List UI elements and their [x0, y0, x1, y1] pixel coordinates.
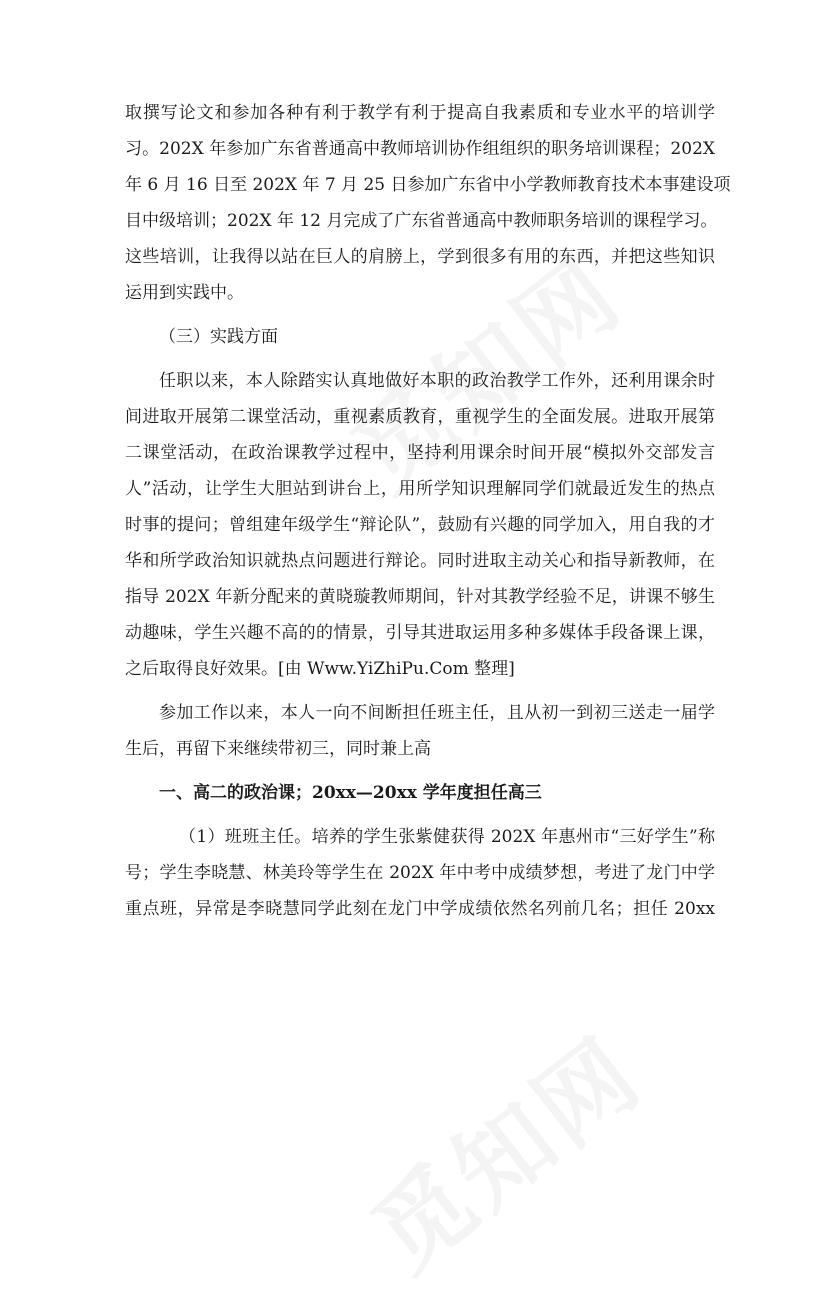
text-line: 重点班，异常是李晓慧同学此刻在龙门中学成绩依然名列前几名；担任 20xx [125, 899, 715, 919]
text-line: 指导 202X 年新分配来的黄晓璇教师期间，针对其教学经验不足，讲课不够生 [125, 587, 715, 607]
text-line: 号；学生李晓慧、林美玲等学生在 202X 年中考中成绩梦想，考进了龙门中学 [125, 863, 715, 883]
text-line: 间进取开展第二课堂活动，重视素质教育，重视学生的全面发展。进取开展第 [125, 407, 715, 427]
text-line: 人”活动，让学生大胆站到讲台上，用所学知识理解同学们就最近发生的热点 [125, 479, 715, 499]
text-line: 这些培训，让我得以站在巨人的肩膀上，学到很多有用的东西，并把这些知识 [125, 247, 715, 267]
bold-heading [125, 775, 715, 811]
text-line: 目中级培训；202X 年 12 月完成了广东省普通高中教师职务培训的课程学习。 [125, 211, 718, 231]
document-body [125, 95, 731, 927]
text-line: 动趣味，学生兴趣不高的的情景，引导其进取运用多种多媒体手段备课上课， [125, 623, 715, 643]
text-line: 华和所学政治知识就热点问题进行辩论。同时进取主动关心和指导新教师，在 [125, 551, 715, 571]
paragraph-class-teacher [125, 695, 715, 767]
section-title: （三）实践方面 [159, 327, 278, 347]
text-line: （1）班班主任。培养的学生张紫健获得 202X 年惠州市“三好学生”称 [179, 827, 715, 847]
heading-text: 一、高二的政治课；20xx—20xx 学年度担任高三 [159, 783, 542, 803]
text-line: 运用到实践中。 [125, 283, 244, 303]
text-line: 二课堂活动，在政治课教学过程中，坚持利用课余时间开展“模拟外交部发言 [125, 443, 715, 463]
paragraph-practice [125, 363, 715, 687]
text-line: 取撰写论文和参加各种有利于教学有利于提高自我素质和专业水平的培训学 [125, 103, 715, 123]
text-line: 任职以来，本人除踏实认真地做好本职的政治教学工作外，还利用课余时 [159, 371, 715, 391]
text-line: 年 6 月 16 日至 202X 年 7 月 25 日参加广东省中小学教师教育技术本事建设项 [125, 175, 731, 195]
watermark [340, 1000, 665, 1296]
text-line: 时事的提问；曾组建年级学生“辩论队”，鼓励有兴趣的同学加入，用自我的才 [125, 515, 715, 535]
text-line: 参加工作以来，本人一向不间断担任班主任，且从初一到初三送走一届学 [159, 703, 715, 723]
paragraph-achievements [125, 819, 715, 927]
section-heading-practice [125, 319, 715, 355]
text-line: 生后，再留下来继续带初三，同时兼上高 [125, 739, 431, 759]
text-line: 习。202X 年参加广东省普通高中教师培训协作组组织的职务培训课程；202X [125, 139, 715, 159]
text-line: 之后取得良好效果。[由 Www.YiZhiPu.Com 整理] [125, 659, 515, 679]
paragraph-training [125, 95, 731, 311]
